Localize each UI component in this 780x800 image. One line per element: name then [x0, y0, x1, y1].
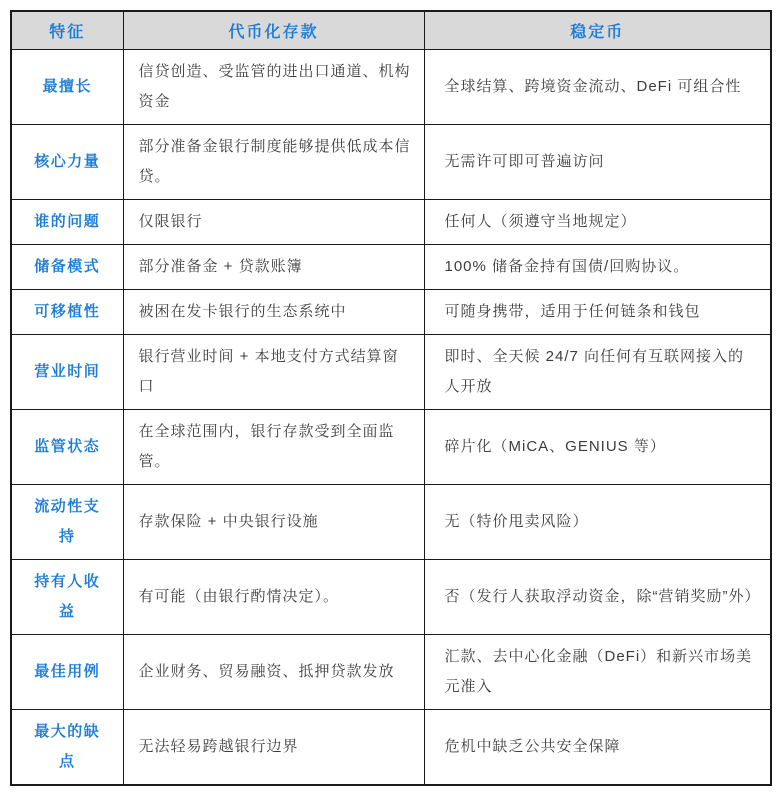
header-cell-feature: 特征 [11, 11, 123, 49]
table-row [11, 289, 771, 334]
table-row [11, 199, 771, 244]
table-row [11, 634, 771, 709]
table-row [11, 709, 771, 785]
tokenized-deposit-cell: 在全球范围内，银行存款受到全面监管。 [123, 409, 424, 484]
stablecoin-cell: 即时、全天候 24/7 向任何有互联网接入的人开放 [424, 334, 771, 409]
table-row [11, 409, 771, 484]
feature-cell: 监管状态 [11, 409, 123, 484]
tokenized-deposit-cell: 无法轻易跨越银行边界 [123, 709, 424, 785]
tokenized-deposit-cell: 银行营业时间 + 本地支付方式结算窗口 [123, 334, 424, 409]
feature-cell: 谁的问题 [11, 199, 123, 244]
feature-cell: 最大的缺点 [11, 709, 123, 785]
table-row [11, 244, 771, 289]
stablecoin-cell: 无（特价甩卖风险） [424, 484, 771, 559]
stablecoin-cell: 汇款、去中心化金融（DeFi）和新兴市场美元准入 [424, 634, 771, 709]
feature-cell: 核心力量 [11, 124, 123, 199]
header-cell-tokenized-deposits: 代币化存款 [123, 11, 424, 49]
table-body [11, 49, 771, 785]
tokenized-deposit-cell: 部分准备金银行制度能够提供低成本信贷。 [123, 124, 424, 199]
tokenized-deposit-cell: 被困在发卡银行的生态系统中 [123, 289, 424, 334]
header-cell-stablecoin: 稳定币 [424, 11, 771, 49]
tokenized-deposit-cell: 部分准备金 + 贷款账簿 [123, 244, 424, 289]
tokenized-deposit-cell: 存款保险 + 中央银行设施 [123, 484, 424, 559]
stablecoin-cell: 无需许可即可普遍访问 [424, 124, 771, 199]
stablecoin-cell: 危机中缺乏公共安全保障 [424, 709, 771, 785]
feature-cell: 最擅长 [11, 49, 123, 124]
table-row [11, 334, 771, 409]
feature-cell: 持有人收益 [11, 559, 123, 634]
feature-cell: 储备模式 [11, 244, 123, 289]
feature-cell: 营业时间 [11, 334, 123, 409]
table-row [11, 49, 771, 124]
stablecoin-cell: 可随身携带，适用于任何链条和钱包 [424, 289, 771, 334]
tokenized-deposit-cell: 仅限银行 [123, 199, 424, 244]
stablecoin-cell: 任何人（须遵守当地规定） [424, 199, 771, 244]
feature-cell: 最佳用例 [11, 634, 123, 709]
feature-cell: 可移植性 [11, 289, 123, 334]
feature-cell: 流动性支持 [11, 484, 123, 559]
table-header [11, 11, 771, 49]
table-row [11, 124, 771, 199]
table-row [11, 484, 771, 559]
stablecoin-cell: 100% 储备金持有国债/回购协议。 [424, 244, 771, 289]
tokenized-deposit-cell: 企业财务、贸易融资、抵押贷款发放 [123, 634, 424, 709]
comparison-table [10, 10, 772, 786]
header-row [11, 11, 771, 49]
tokenized-deposit-cell: 信贷创造、受监管的进出口通道、机构资金 [123, 49, 424, 124]
table-row [11, 559, 771, 634]
stablecoin-cell: 全球结算、跨境资金流动、DeFi 可组合性 [424, 49, 771, 124]
stablecoin-cell: 否（发行人获取浮动资金，除“营销奖励”外） [424, 559, 771, 634]
stablecoin-cell: 碎片化（MiCA、GENIUS 等） [424, 409, 771, 484]
tokenized-deposit-cell: 有可能（由银行酌情决定）。 [123, 559, 424, 634]
